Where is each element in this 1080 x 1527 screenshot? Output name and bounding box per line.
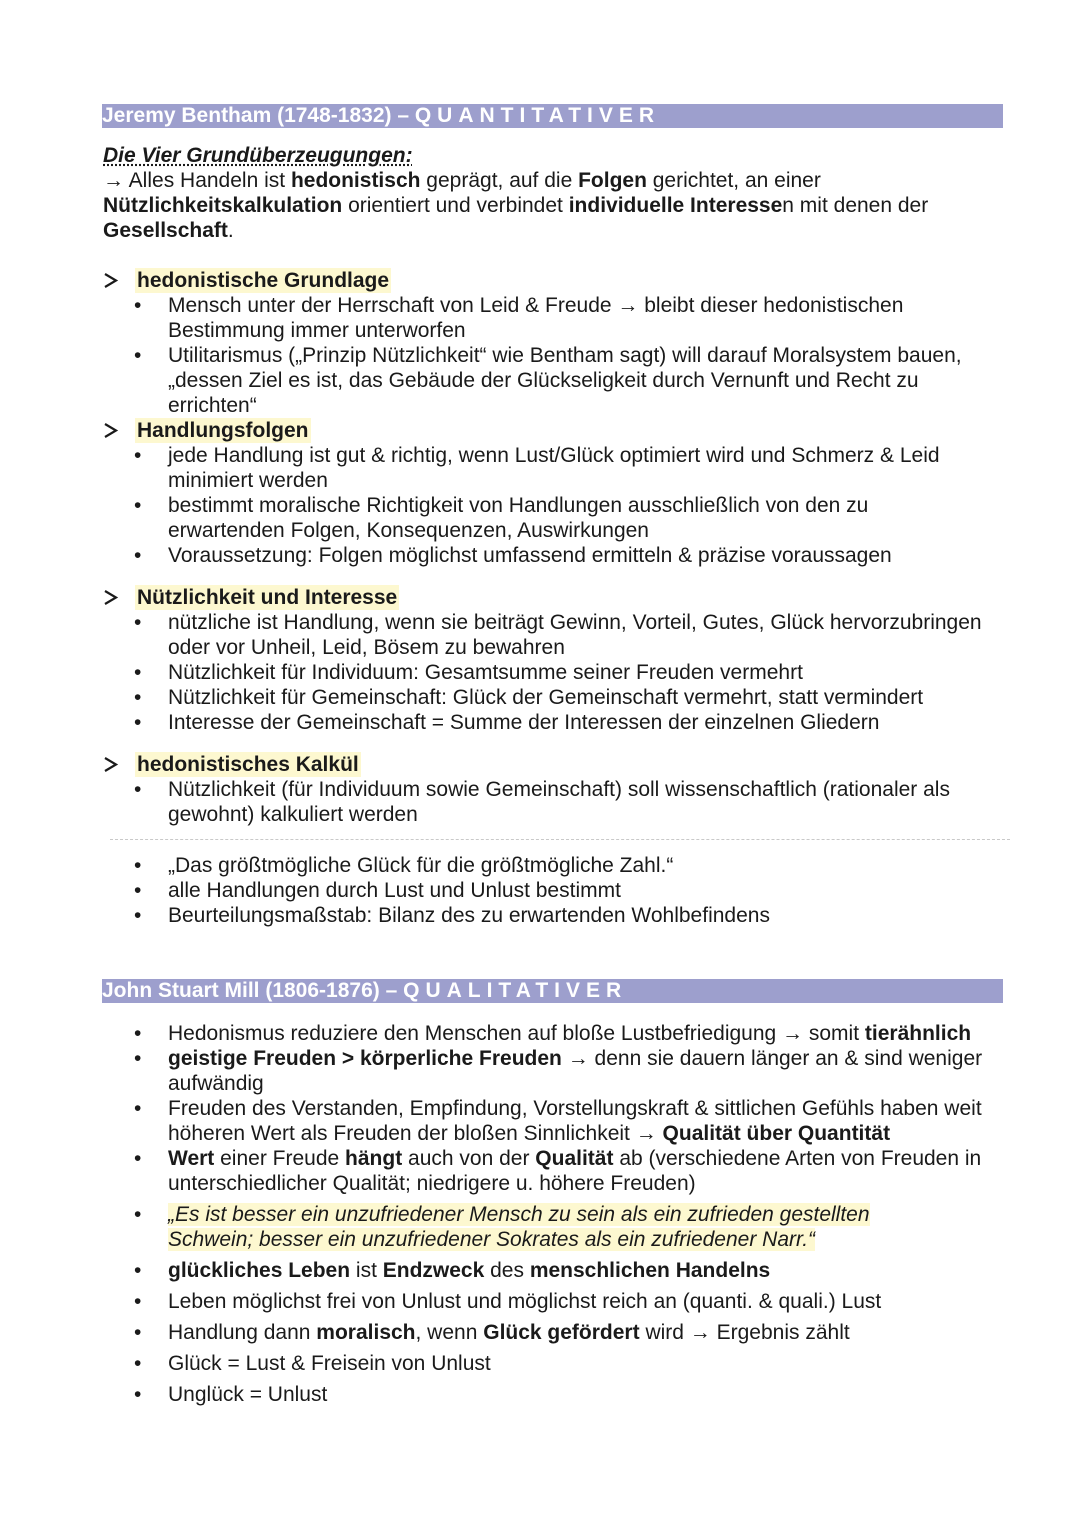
list-item: • nützliche ist Handlung, wenn sie beiträgt Gewinn, Vorteil, Gutes, Glück hervorzubringen oder vor Unheil, Leid, Bösem zu bewahren xyxy=(134,610,984,660)
mill-type: QUALITATIVER xyxy=(403,979,628,1002)
bentham-summary-list xyxy=(134,853,984,928)
bentham-intro: → Alles Handeln ist hedonistisch geprägt, auf die Folgen gerichtet, an einer Nützlichkeitskalkulation orientiert und verbindet individuelle Interessen mit denen der Gesellschaft. xyxy=(103,169,929,242)
list-item: • Leben möglichst frei von Unlust und möglichst reich an (quanti. & quali.) Lust xyxy=(134,1289,984,1314)
list-hedonistische-grundlage xyxy=(134,293,984,418)
list-item: • jede Handlung ist gut & richtig, wenn Lust/Glück optimiert wird und Schmerz & Leid minimiert werden xyxy=(134,443,984,493)
list-item: • Handlung dann moralisch, wenn Glück gefördert wird → Ergebnis zählt xyxy=(134,1320,984,1345)
list-handlungsfolgen xyxy=(134,443,984,568)
list-item: • Utilitarismus („Prinzip Nützlichkeit“ wie Bentham sagt) will darauf Moralsystem bauen, „dessen Ziel es ist, das Gebäude der Glückseligkeit durch Vernunft und Recht zu errichten“ xyxy=(134,343,984,418)
mill-name: John Stuart Mill (1806-1876) – xyxy=(102,979,404,1002)
mill-heading xyxy=(102,979,1003,1003)
arrow-bullet-icon xyxy=(102,585,124,616)
dashed-divider xyxy=(110,839,1010,840)
list-item: • Nützlichkeit für Gemeinschaft: Glück der Gemeinschaft vermehrt, statt vermindert xyxy=(134,685,984,710)
list-item: • bestimmt moralische Richtigkeit von Handlungen ausschließlich von den zu erwartenden Folgen, Konsequenzen, Auswirkungen xyxy=(134,493,984,543)
list-item: • Glück = Lust & Freisein von Unlust xyxy=(134,1351,984,1376)
list-item: • glückliches Leben ist Endzweck des menschlichen Handelns xyxy=(134,1258,984,1283)
bentham-subheading: Die Vier Grundüberzeugungen: xyxy=(103,144,413,167)
bentham-heading xyxy=(102,104,1003,128)
list-item: • „Das größtmögliche Glück für die größtmögliche Zahl.“ xyxy=(134,853,984,878)
list-item: • geistige Freuden > körperliche Freuden → denn sie dauern länger an & sind weniger aufwändig xyxy=(134,1046,984,1096)
mill-quote: • „Es ist besser ein unzufriedener Mensch zu sein als ein zufrieden gestellten Schwein; besser ein unzufriedener Sokrates als ein zufriedener Narr.“ xyxy=(134,1202,984,1252)
list-item: • Voraussetzung: Folgen möglichst umfassend ermitteln & präzise voraussagen xyxy=(134,543,984,568)
list-nuetzlichkeit-und-interesse xyxy=(134,610,984,735)
list-item: • Nützlichkeit für Individuum: Gesamtsumme seiner Freuden vermehrt xyxy=(134,660,984,685)
list-item: • Mensch unter der Herrschaft von Leid & Freude → bleibt dieser hedonistischen Bestimmung immer unterworfen xyxy=(134,293,984,343)
arrow-bullet-icon xyxy=(102,418,124,449)
list-item: • Unglück = Unlust xyxy=(134,1382,984,1407)
list-item: • Hedonismus reduziere den Menschen auf bloße Lustbefriedigung → somit tierähnlich xyxy=(134,1021,984,1046)
list-item: • alle Handlungen durch Lust und Unlust bestimmt xyxy=(134,878,984,903)
mill-list xyxy=(134,1021,984,1407)
list-item: • Interesse der Gemeinschaft = Summe der Interessen der einzelnen Gliedern xyxy=(134,710,984,735)
list-item: • Freuden des Verstanden, Empfindung, Vorstellungskraft & sittlichen Gefühls haben weit höheren Wert als Freuden der bloßen Sinnlichkeit → Qualität über Quantität xyxy=(134,1096,984,1146)
list-item: • Beurteilungsmaßstab: Bilanz des zu erwartenden Wohlbefindens xyxy=(134,903,984,928)
bentham-type: QUANTITATIVER xyxy=(414,104,661,127)
list-item: • Nützlichkeit (für Individuum sowie Gemeinschaft) soll wissenschaftlich (rationaler als gewohnt) kalkuliert werden xyxy=(134,777,984,827)
list-hedonistisches-kalkuel xyxy=(134,777,984,827)
arrow-bullet-icon xyxy=(102,268,124,299)
list-item: • Wert einer Freude hängt auch von der Qualität ab (verschiedene Arten von Freuden in unterschiedlicher Qualität; niedrigere u. höhere Freuden) xyxy=(134,1146,984,1196)
arrow-bullet-icon xyxy=(102,752,124,783)
bentham-name: Jeremy Bentham (1748-1832) – xyxy=(102,104,415,127)
